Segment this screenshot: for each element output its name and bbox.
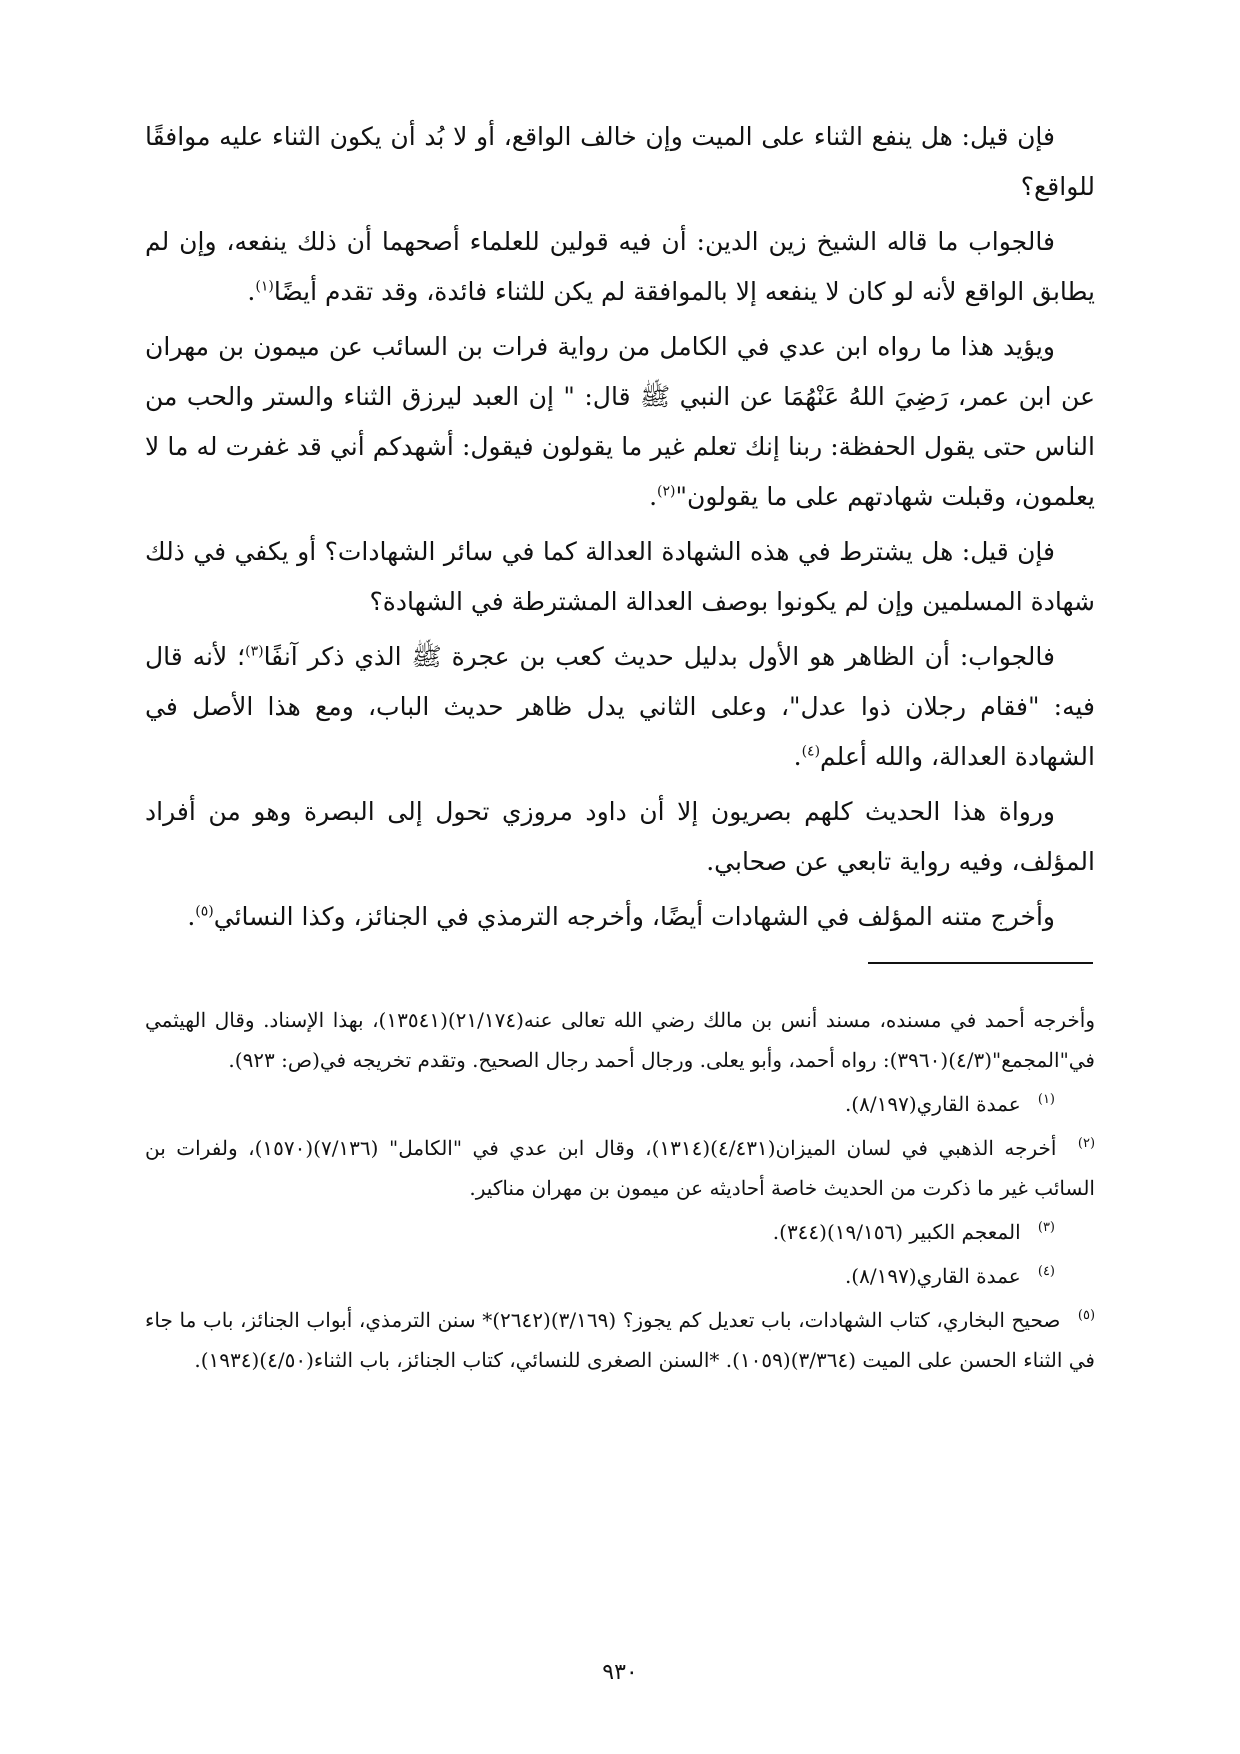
paragraph-3 <box>145 322 1095 522</box>
paragraph-text: فالجواب: أن الظاهر هو الأول بدليل حديث كعب بن عجرة ﷺ الذي ذكر آنفًا <box>263 642 1055 671</box>
paragraph-6 <box>145 787 1095 887</box>
paragraph-text: فالجواب ما قاله الشيخ زين الدين: أن فيه قولين للعلماء أصحهما أن ذلك ينفعه، وإن لم يطابق الواقع لأنه لو كان لا ينفعه إلا بالموافقة لم يكن للثناء فائدة، وقد تقدم أيضًا <box>145 227 1095 306</box>
footnote-text: أخرجه الذهبي في لسان الميزان(٤/٤٣١)(١٣١٤)، وقال ابن عدي في "الكامل" (٧/١٣٦)(١٥٧٠)، ولفرات بن السائب غير ما ذكرت من الحديث خاصة أحاديثه عن ميمون بن مهران مناكير. <box>145 1136 1095 1200</box>
paragraph-1 <box>145 112 1095 212</box>
footnote-ref[interactable]: (٥) <box>195 903 214 920</box>
paragraph-tail: . <box>247 277 256 306</box>
footnote-2: (٢) أخرجه الذهبي في لسان الميزان(٤/٤٣١)(١٣١٤)، وقال ابن عدي في "الكامل" (٧/١٣٦)(١٥٧٠)، ولفرات بن السائب غير ما ذكرت من الحديث خاصة أحاديثه عن ميمون بن مهران مناكير. <box>145 1136 1096 1200</box>
footnote-continuation: وأخرجه أحمد في مسنده، مسند أنس بن مالك رضي الله تعالى عنه(٢١/١٧٤)(١٣٥٤١)، بهذا الإسناد. وقال الهيثمي في"المجمع"(٤/٣)(٣٩٦٠): رواه أحمد، وأبو يعلى. ورجال أحمد رجال الصحيح. وتقدم تخريجه في(ص: ٩٢٣). <box>145 1008 1095 1072</box>
footnote-ref[interactable]: (٣) <box>245 643 264 660</box>
paragraph-text: ويؤيد هذا ما رواه ابن عدي في الكامل من رواية فرات بن السائب عن ميمون بن مهران عن ابن عمر، رَضِيَ اللهُ عَنْهُمَا عن النبي ﷺ قال: " إن العبد ليرزق الثناء والستر والحب من الناس حتى يقول الحفظة: ربنا إنك تعلم غير ما يقولون فيقول: أشهدكم أني قد غفرت له ما لا يعلمون، وقبلت شهادتهم على ما يقولون" <box>145 332 1095 511</box>
footnote-text: صحيح البخاري، كتاب الشهادات، باب تعديل كم يجوز؟ (٣/١٦٩)(٢٦٤٢)* سنن الترمذي، أبواب الجنائز، باب ما جاء في الثناء الحسن على الميت (٣/٣٦٤)(١٠٥٩). *السنن الصغرى للنسائي، كتاب الجنائز، باب الثناء(٤/٥٠)(١٩٣٤). <box>145 1308 1095 1372</box>
footnote-ref[interactable]: (٢) <box>657 483 676 500</box>
footnote-5: (٥) صحيح البخاري، كتاب الشهادات، باب تعديل كم يجوز؟ (٣/١٦٩)(٢٦٤٢)* سنن الترمذي، أبواب الجنائز، باب ما جاء في الثناء الحسن على الميت (٣/٣٦٤)(١٠٥٩). *السنن الصغرى للنسائي، كتاب الجنائز، باب الثناء(٤/٥٠)(١٩٣٤). <box>145 1308 1096 1372</box>
footnote-3: (٣) المعجم الكبير (١٩/١٥٦)(٣٤٤). <box>772 1220 1055 1244</box>
page-number: ٩٣٠ <box>602 1660 638 1685</box>
paragraph-text: ورواة هذا الحديث كلهم بصريون إلا أن داود مروزي تحول إلى البصرة وهو من أفراد المؤلف، وفيه رواية تابعي عن صحابي. <box>145 797 1095 876</box>
paragraph-4 <box>145 527 1095 627</box>
footnote-ref[interactable]: (١) <box>255 278 274 295</box>
paragraph-text: فإن قيل: هل ينفع الثناء على الميت وإن خالف الواقع، أو لا بُد أن يكون الثناء عليه موافقًا للواقع؟ <box>145 122 1095 201</box>
footnote-4: (٤) عمدة القاري(٨/١٩٧). <box>844 1264 1055 1288</box>
footnote-text: عمدة القاري(٨/١٩٧). <box>844 1092 1021 1116</box>
footnote-text: المعجم الكبير (١٩/١٥٦)(٣٤٤). <box>772 1220 1021 1244</box>
footnote-text: عمدة القاري(٨/١٩٧). <box>844 1264 1021 1288</box>
period: . <box>793 742 802 771</box>
paragraph-5 <box>145 632 1095 782</box>
paragraph-tail: . <box>649 482 658 511</box>
paragraph-tail: ؛ لأنه قال فيه: "فقام رجلان ذوا عدل"، وعلى الثاني يدل ظاهر حديث الباب، ومع هذا الأصل في الشهادة العدالة، والله أعلم <box>145 642 1095 771</box>
footnote-ref[interactable]: (٤) <box>801 743 821 760</box>
paragraph-2 <box>145 217 1095 317</box>
footnote-1: (١) عمدة القاري(٨/١٩٧). <box>844 1092 1055 1116</box>
paragraph-text: فإن قيل: هل يشترط في هذه الشهادة العدالة كما في سائر الشهادات؟ أو يكفي في ذلك شهادة المسلمين وإن لم يكونوا بوصف العدالة المشترطة في الشهادة؟ <box>145 537 1095 616</box>
paragraph-tail: . <box>187 902 196 931</box>
paragraph-7 <box>145 892 1095 942</box>
footnotes <box>145 1000 1095 1384</box>
main-text <box>145 112 1095 947</box>
paragraph-text: وأخرج متنه المؤلف في الشهادات أيضًا، وأخرجه الترمذي في الجنائز، وكذا النسائي <box>213 902 1055 931</box>
footnote-separator <box>868 962 1093 964</box>
